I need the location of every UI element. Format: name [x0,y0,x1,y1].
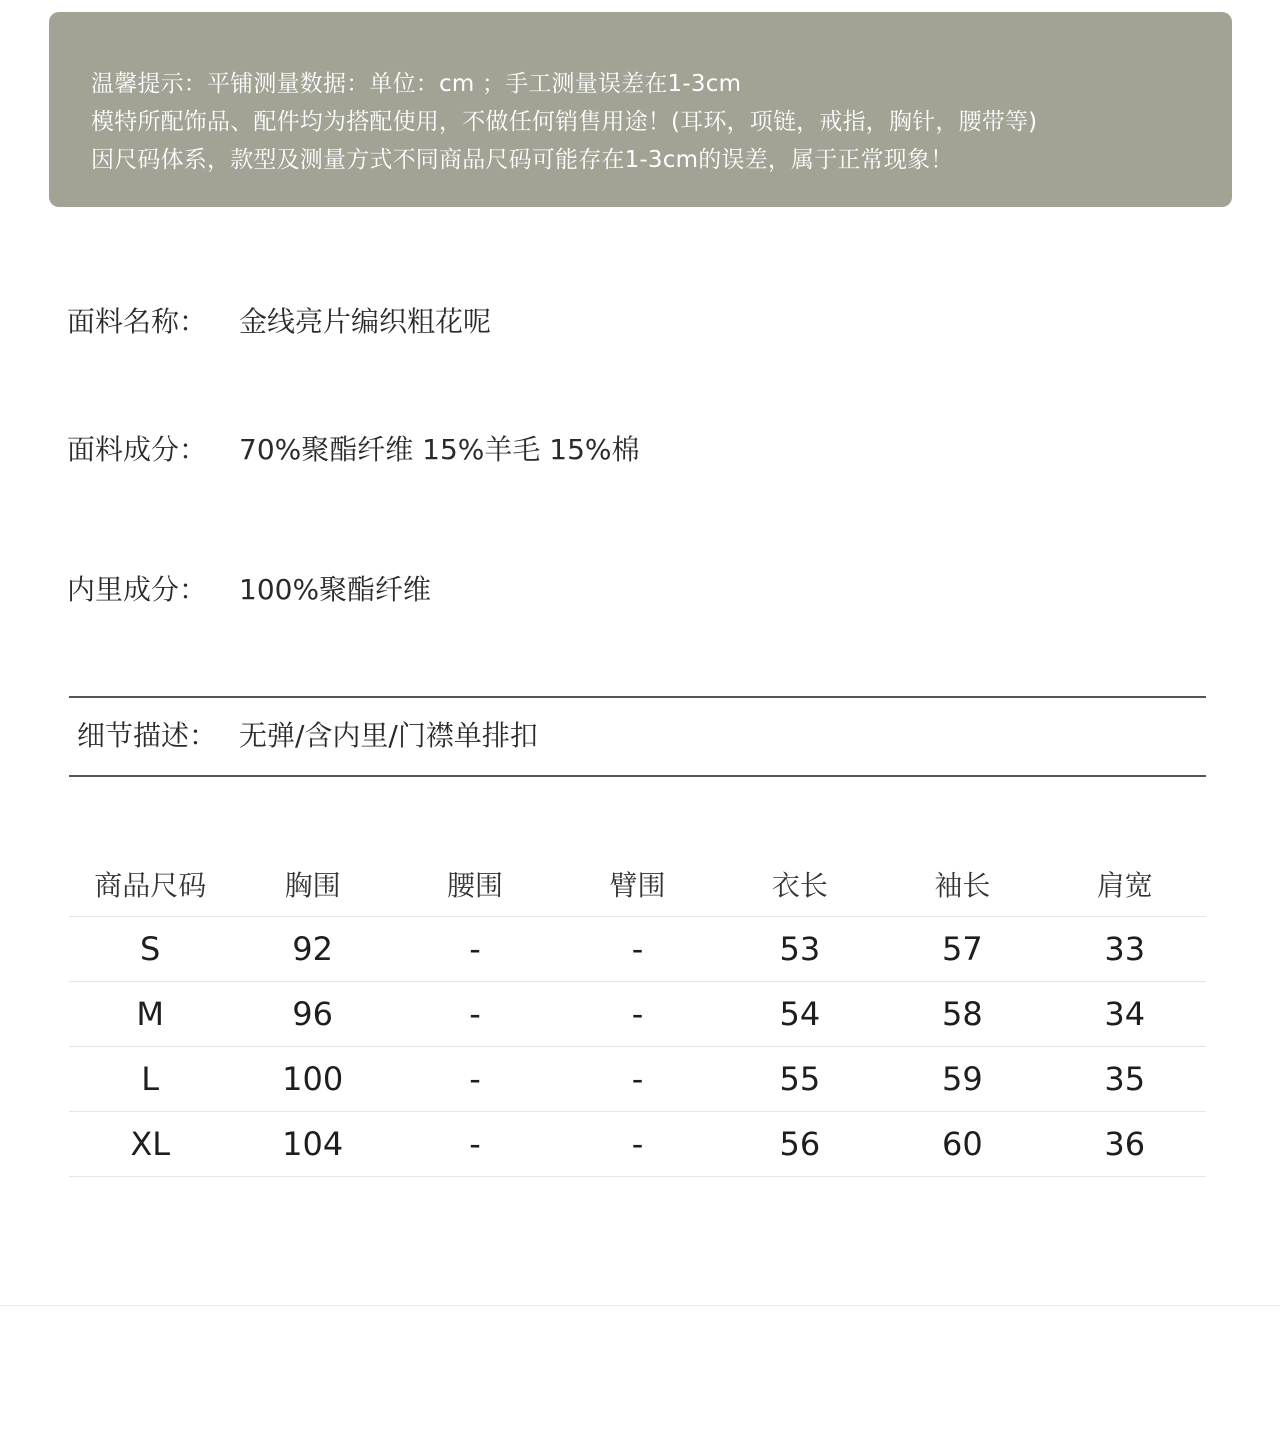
spec-label: 内里成分： [67,573,208,606]
header-size: 商品尺码 [69,852,231,917]
spec-details [77,716,538,756]
table-cell: M [69,982,231,1047]
table-cell: 58 [881,982,1043,1047]
header-shoulder: 肩宽 [1044,852,1206,917]
table-cell: 100 [231,1047,393,1112]
header-bust: 胸围 [231,852,393,917]
table-cell: 60 [881,1112,1043,1177]
table-cell: - [394,1047,556,1112]
table-cell: S [69,917,231,982]
spec-fabric-name [67,302,491,342]
table-cell: 59 [881,1047,1043,1112]
table-cell: 33 [1044,917,1206,982]
spec-label: 面料成分： [67,433,208,466]
header-waist: 腰围 [394,852,556,917]
table-cell: 34 [1044,982,1206,1047]
table-row [69,1112,1206,1177]
table-row [69,917,1206,982]
spec-lining-composition [67,570,431,610]
table-cell: 104 [231,1112,393,1177]
notice-line: 温馨提示：平铺测量数据：单位：cm ；手工测量误差在1-3cm [91,71,742,97]
table-row [69,982,1206,1047]
table-cell: - [556,1112,718,1177]
header-length: 衣长 [719,852,881,917]
header-arm: 臂围 [556,852,718,917]
spec-label: 细节描述： [77,719,218,752]
table-row [69,1047,1206,1112]
notice-line: 因尺码体系，款型及测量方式不同商品尺码可能存在1-3cm的误差，属于正常现象！ [91,147,954,173]
notice-banner [49,12,1232,207]
table-cell: 56 [719,1112,881,1177]
table-cell: 54 [719,982,881,1047]
notice-line: 模特所配饰品、配件均为搭配使用，不做任何销售用途！(耳环，项链，戒指，胸针，腰带等) [91,109,1038,135]
table-cell: 96 [231,982,393,1047]
table-cell: 57 [881,917,1043,982]
size-table [69,852,1206,1177]
spec-value: 70%聚酯纤维 15%羊毛 15%棉 [239,433,640,466]
table-cell: 36 [1044,1112,1206,1177]
spec-value: 无弹/含内里/门襟单排扣 [239,719,538,752]
table-cell: - [394,982,556,1047]
header-sleeve: 袖长 [881,852,1043,917]
divider-bottom [69,775,1206,777]
table-cell: 53 [719,917,881,982]
table-cell: 55 [719,1047,881,1112]
divider-top [69,696,1206,698]
spec-value: 金线亮片编织粗花呢 [239,305,492,338]
table-cell: - [394,917,556,982]
spec-value: 100%聚酯纤维 [239,573,432,606]
table-header-row [69,852,1206,917]
table-cell: XL [69,1112,231,1177]
table-cell: - [556,1047,718,1112]
footer-divider [0,1305,1280,1306]
spec-label: 面料名称： [67,305,208,338]
table-cell: - [556,917,718,982]
table-cell: - [556,982,718,1047]
table-cell: 35 [1044,1047,1206,1112]
table-cell: 92 [231,917,393,982]
table-cell: - [394,1112,556,1177]
table-cell: L [69,1047,231,1112]
spec-fabric-composition [67,430,640,470]
